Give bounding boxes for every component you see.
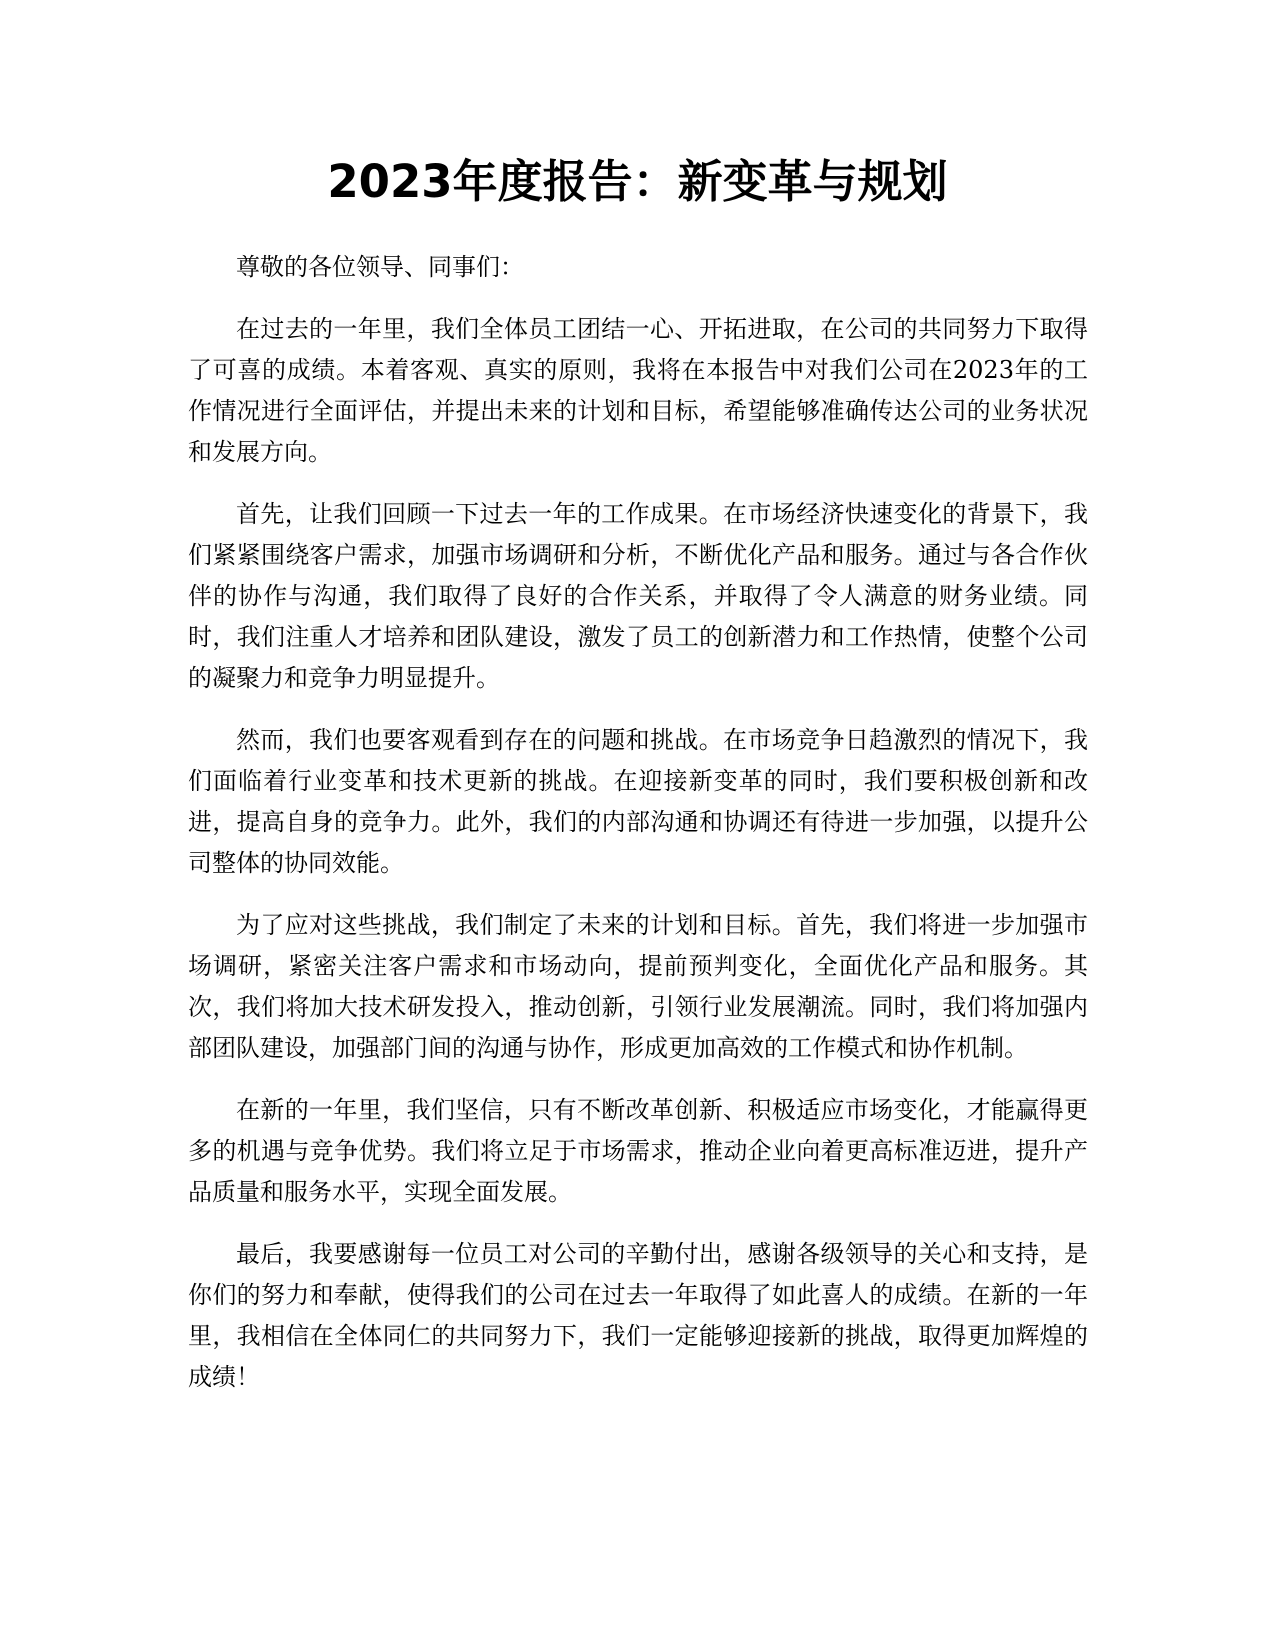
- paragraph-challenges: 然而，我们也要客观看到存在的问题和挑战。在市场竞争日趋激烈的情况下，我们面临着行业变革和技术更新的挑战。在迎接新变革的同时，我们要积极创新和改进，提高自身的竞争力。此外，我们的内部沟通和协调还有待进一步加强，以提升公司整体的协同效能。: [188, 726, 1088, 877]
- page-title: 2023年度报告：新变革与规划: [327, 155, 948, 208]
- paragraph-outlook: 在新的一年里，我们坚信，只有不断改革创新、积极适应市场变化，才能赢得更多的机遇与竞争优势。我们将立足于市场需求，推动企业向着更高标准迈进，提升产品质量和服务水平，实现全面发展。: [188, 1096, 1088, 1206]
- document-body: [188, 247, 1088, 1419]
- paragraph-achievements: 首先，让我们回顾一下过去一年的工作成果。在市场经济快速变化的背景下，我们紧紧围绕客户需求，加强市场调研和分析，不断优化产品和服务。通过与各合作伙伴的协作与沟通，我们取得了良好的合作关系，并取得了令人满意的财务业绩。同时，我们注重人才培养和团队建设，激发了员工的创新潜力和工作热情，使整个公司的凝聚力和竞争力明显提升。: [188, 500, 1088, 692]
- paragraph-plans: 为了应对这些挑战，我们制定了未来的计划和目标。首先，我们将进一步加强市场调研，紧密关注客户需求和市场动向，提前预判变化，全面优化产品和服务。其次，我们将加大技术研发投入，推动创新，引领行业发展潮流。同时，我们将加强内部团队建设，加强部门间的沟通与协作，形成更加高效的工作模式和协作机制。: [188, 911, 1088, 1062]
- paragraph-introduction: 在过去的一年里，我们全体员工团结一心、开拓进取，在公司的共同努力下取得了可喜的成绩。本着客观、真实的原则，我将在本报告中对我们公司在2023年的工作情况进行全面评估，并提出未来的计划和目标，希望能够准确传达公司的业务状况和发展方向。: [188, 315, 1088, 466]
- paragraph-closing: 最后，我要感谢每一位员工对公司的辛勤付出，感谢各级领导的关心和支持，是你们的努力和奉献，使得我们的公司在过去一年取得了如此喜人的成绩。在新的一年里，我相信在全体同仁的共同努力下，我们一定能够迎接新的挑战，取得更加辉煌的成绩！: [188, 1240, 1088, 1391]
- paragraph-salutation: 尊敬的各位领导、同事们：: [236, 253, 524, 281]
